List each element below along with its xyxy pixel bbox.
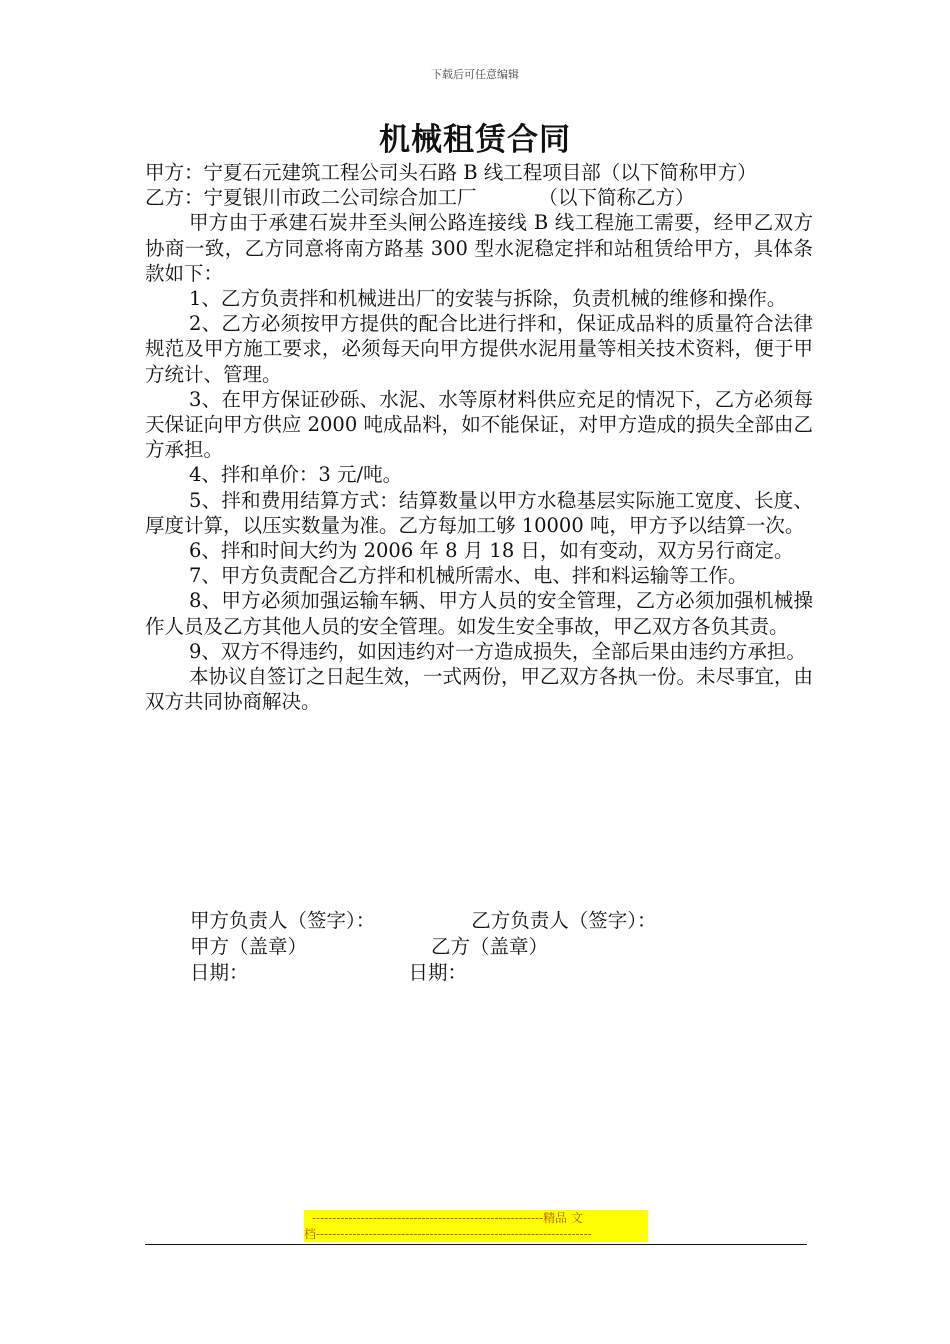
clause-3: 3、在甲方保证砂砾、水泥、水等原材料供应充足的情况下，乙方必须每天保证向甲方供应 2000 吨成品料，如不能保证，对甲方造成的损失全部由乙方承担。 bbox=[145, 387, 813, 462]
signature-seal-row bbox=[190, 934, 548, 959]
party-b-seal-label: 乙方（盖章） bbox=[431, 935, 549, 958]
party-a-seal-label: 甲方（盖章） bbox=[190, 935, 308, 958]
party-b bbox=[145, 185, 813, 210]
clause-1: 1、乙方负责拌和机械进出厂的安装与拆除，负责机械的维修和操作。 bbox=[189, 287, 787, 311]
signature-date-row bbox=[190, 960, 467, 985]
footer-watermark bbox=[304, 1210, 648, 1242]
contract-body bbox=[145, 160, 813, 714]
clause-9: 9、双方不得违约，如因违约对一方造成损失，全部后果由违约方承担。 bbox=[189, 639, 806, 663]
clause-4: 4、拌和单价：3 元/吨。 bbox=[189, 463, 403, 487]
party-b-date-label: 日期： bbox=[408, 961, 468, 984]
intro-paragraph: 甲方由于承建石炭井至头闸公路连接线 B 线工程施工需要，经甲乙双方协商一致，乙方同意将南方路基 300 型水泥稳定拌和站租赁给甲方，具体条款如下： bbox=[145, 211, 813, 285]
header-note: 下载后可任意编辑 bbox=[431, 68, 519, 81]
clause-6: 6、拌和时间大约为 2006 年 8 月 18 日，如有变动，双方另行商定。 bbox=[189, 539, 794, 563]
closing-paragraph: 本协议自签订之日起生效，一式两份，甲乙双方各执一份。未尽事宜，由双方共同协商解决。 bbox=[145, 665, 814, 714]
clause-5: 5、拌和费用结算方式：结算数量以甲方水稳基层实际施工宽度、长度、厚度计算，以压实数量为准。乙方每加工够 10000 吨，甲方予以结算一次。 bbox=[145, 488, 813, 537]
footer-line-1: ---------------------------------------------------------精品 文 bbox=[304, 1210, 648, 1226]
party-a-date-label: 日期： bbox=[190, 961, 249, 984]
party-b-rep-label: 乙方负责人（签字）： bbox=[471, 909, 657, 932]
party-b-suffix: （以下简称乙方） bbox=[538, 186, 695, 210]
party-a-rep-label: 甲方负责人（签字）： bbox=[190, 909, 376, 932]
footer-rule bbox=[145, 1244, 807, 1245]
footer-line-2: 档-------------------------------------------------------------------- bbox=[304, 1226, 648, 1242]
party-a: 甲方：宁夏石元建筑工程公司头石路 B 线工程项目部（以下简称甲方） bbox=[145, 161, 757, 184]
clause-8: 8、甲方必须加强运输车辆、甲方人员的安全管理，乙方必须加强机械操作人员及乙方其他人员的安全管理。如发生安全事故，甲乙双方各负其责。 bbox=[145, 589, 813, 638]
clause-2: 2、乙方必须按甲方提供的配合比进行拌和，保证成品料的质量符合法律规范及甲方施工要求，必须每天向甲方提供水泥用量等相关技术资料，便于甲方统计、管理。 bbox=[145, 312, 813, 386]
clause-7: 7、甲方负责配合乙方拌和机械所需水、电、拌和料运输等工作。 bbox=[189, 564, 748, 588]
signature-reps-row bbox=[190, 908, 657, 933]
document-title: 机械租赁合同 bbox=[379, 122, 571, 158]
party-b-name: 乙方：宁夏银川市政二公司综合加工厂 bbox=[145, 186, 477, 210]
